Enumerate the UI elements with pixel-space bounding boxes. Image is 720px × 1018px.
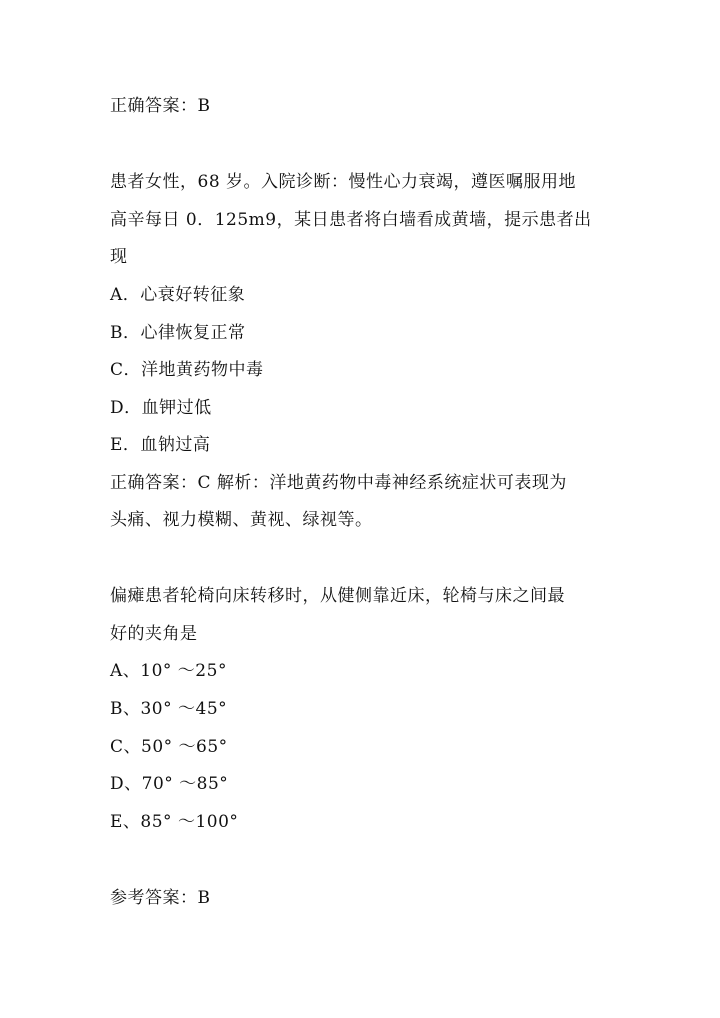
question-1-stem-line-1: 患者女性，68 岁。入院诊断：慢性心力衰竭，遵医嘱服用地 (110, 172, 577, 192)
question-2-option-e: E、85° ～100° (110, 812, 239, 832)
question-1-option-e: E．血钠过高 (110, 435, 211, 455)
question-2-stem-line-2: 好的夹角是 (110, 624, 198, 644)
question-1-stem-line-2: 高辛每日 0．125m9，某日患者将白墙看成黄墙，提示患者出 (110, 210, 592, 230)
question-1-option-a: A．心衰好转征象 (110, 285, 246, 305)
answer-line-1: 正确答案：B (110, 96, 211, 116)
question-2-option-a: A、10° ～25° (110, 661, 227, 681)
question-2-option-c: C、50° ～65° (110, 737, 228, 757)
question-1-option-d: D．血钾过低 (110, 398, 212, 418)
question-2-option-b: B、30° ～45° (110, 699, 228, 719)
question-1-option-c: C．洋地黄药物中毒 (110, 360, 264, 380)
question-2-answer: 参考答案：B (110, 888, 211, 908)
question-1-answer-line-2: 头痛、视力模糊、黄视、绿视等。 (110, 510, 373, 530)
question-2-stem-line-1: 偏瘫患者轮椅向床转移时，从健侧靠近床，轮椅与床之间最 (110, 586, 565, 606)
question-2-option-d: D、70° ～85° (110, 774, 229, 794)
question-1-stem-line-3: 现 (110, 247, 128, 267)
question-1-option-b: B．心律恢复正常 (110, 323, 246, 343)
question-1-answer-line-1: 正确答案：C 解析：洋地黄药物中毒神经系统症状可表现为 (110, 473, 567, 493)
